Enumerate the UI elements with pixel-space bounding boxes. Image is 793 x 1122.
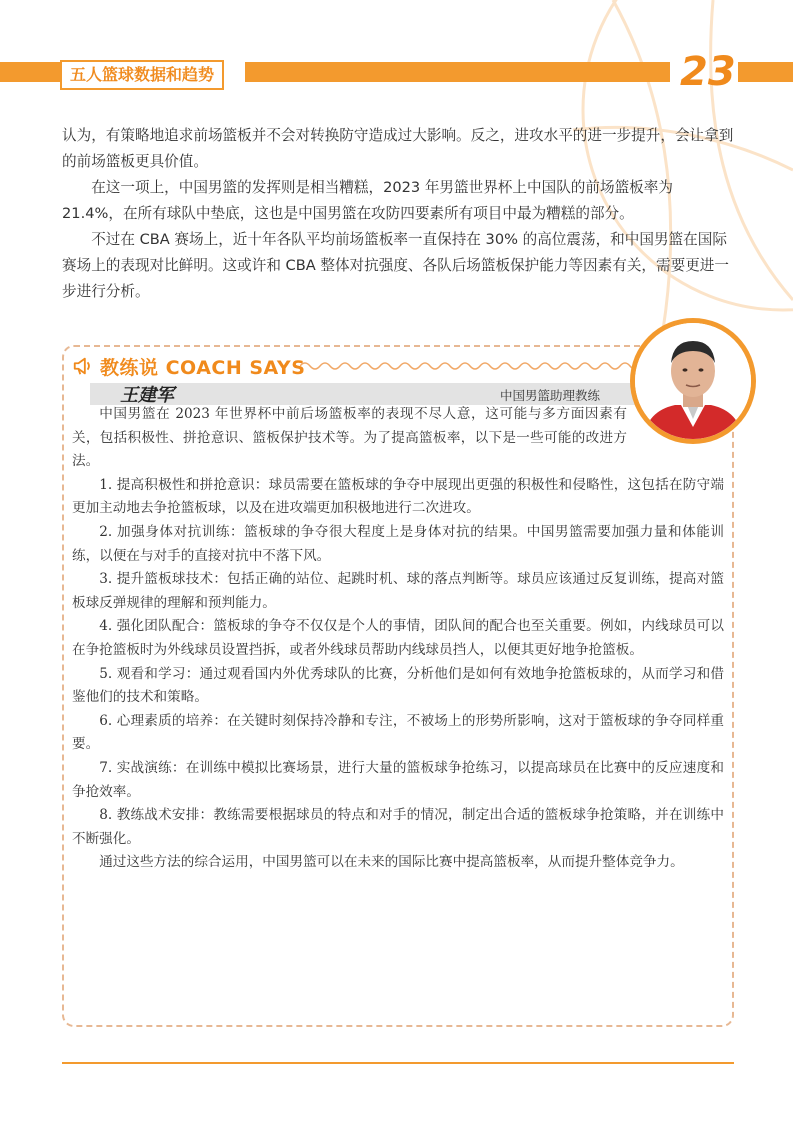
coach-paragraph: 2. 加强身体对抗训练：篮板球的争夺很大程度上是身体对抗的结果。中国男篮需要加强力量和体能训练，以便在与对手的直接对抗中不落下风。 bbox=[72, 523, 724, 564]
megaphone-icon bbox=[72, 355, 94, 377]
coach-paragraph: 3. 提升篮板球技术：包括正确的站位、起跳时机、球的落点判断等。球员应该通过反复训练，提高对篮板球反弹规律的理解和预判能力。 bbox=[72, 571, 724, 611]
coach-name: 王建军 bbox=[120, 385, 174, 406]
intro-text bbox=[62, 123, 738, 305]
coach-says-header bbox=[72, 352, 305, 380]
header-bar-left bbox=[0, 62, 60, 82]
intro-paragraph: 认为，有策略地追求前场篮板并不会对转换防守造成过大影响。反之，进攻水平的进一步提升，会让拿到的前场篮板更具价值。 bbox=[62, 127, 734, 170]
coach-paragraph: 5. 观看和学习：通过观看国内外优秀球队的比赛，分析他们是如何有效地争抢篮板球的，从而学习和借鉴他们的技术和策略。 bbox=[72, 665, 724, 706]
wave-divider bbox=[300, 360, 650, 372]
coach-paragraph: 1. 提高积极性和拼抢意识：球员需要在篮板球的争夺中展现出更强的积极性和侵略性，这包括在防守端更加主动地去争抢篮板球，以及在进攻端更加积极地进行二次进攻。 bbox=[72, 476, 724, 517]
coach-paragraph: 6. 心理素质的培养：在关键时刻保持冷静和专注，不被场上的形势所影响，这对于篮板球的争夺同样重要。 bbox=[72, 712, 724, 753]
coach-says-body bbox=[72, 403, 724, 875]
section-title: 五人篮球数据和趋势 bbox=[60, 60, 224, 90]
intro-paragraph: 在这一项上，中国男篮的发挥则是相当糟糕，2023 年男篮世界杯上中国队的前场篮板率为 21.4%，在所有球队中垫底，这也是中国男篮在攻防四要素所有项目中最为糟糕的部分。 bbox=[62, 179, 673, 222]
coach-paragraph: 4. 强化团队配合：篮板球的争夺不仅仅是个人的事情，团队间的配合也至关重要。例如，内线球员可以在争抢篮板时为外线球员设置挡拆，或者外线球员帮助内线球员挡人，以便其更好地争抢篮板。 bbox=[72, 618, 724, 658]
header-bar-end bbox=[738, 62, 793, 82]
header-bar-right bbox=[245, 62, 670, 82]
coach-paragraph: 7. 实战演练：在训练中模拟比赛场景，进行大量的篮板球争抢练习，以提高球员在比赛中的反应速度和争抢效率。 bbox=[72, 759, 724, 800]
coach-title: 中国男篮助理教练 bbox=[500, 388, 601, 403]
coach-says-label: 教练说 COACH SAYS bbox=[100, 356, 306, 379]
coach-paragraph: 中国男篮在 2023 年世界杯中前后场篮板率的表现不尽人意，这可能与多方面因素有关，包括积极性、拼抢意识、篮板保护技术等。为了提高篮板率，以下是一些可能的改进方法。 bbox=[72, 406, 627, 470]
intro-paragraph: 不过在 CBA 赛场上，近十年各队平均前场篮板率一直保持在 30% 的高位震荡，和中国男篮在国际赛场上的表现对比鲜明。这或许和 CBA 整体对抗强度、各队后场篮板保护能力等因素有关，需要更进一步进行分析。 bbox=[62, 231, 729, 300]
coach-paragraph: 通过这些方法的综合运用，中国男篮可以在未来的国际比赛中提高篮板率，从而提升整体竞争力。 bbox=[99, 854, 684, 871]
coach-paragraph: 8. 教练战术安排：教练需要根据球员的特点和对手的情况，制定出合适的篮板球争抢策略，并在训练中不断强化。 bbox=[72, 807, 724, 847]
footer-line bbox=[62, 1062, 734, 1064]
page-number: 23 bbox=[680, 49, 736, 95]
